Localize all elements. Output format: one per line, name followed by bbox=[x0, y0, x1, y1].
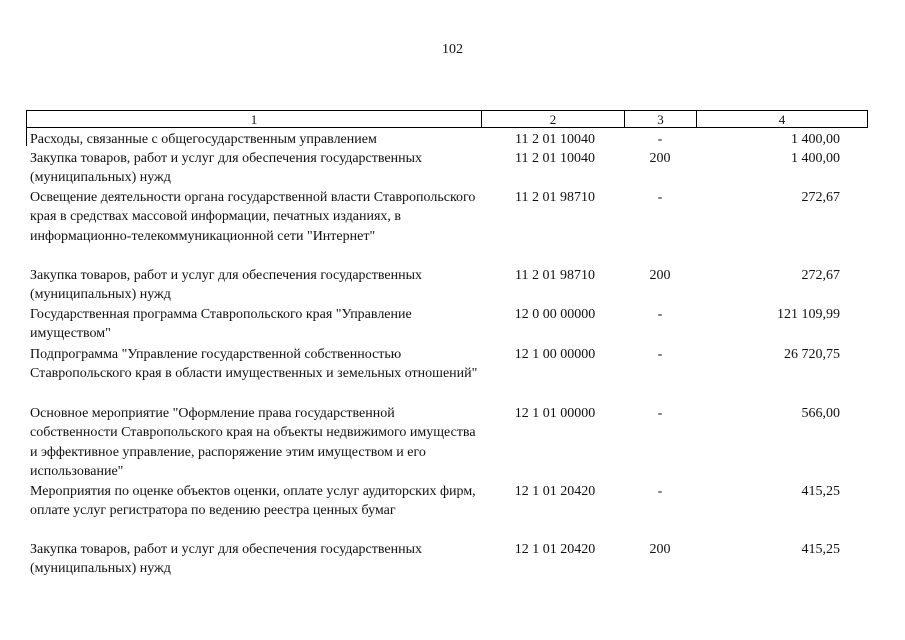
row-sum: 1 400,00 bbox=[791, 151, 840, 166]
row-name: Государственная программа Ставропольского края "Управление имуществом" bbox=[30, 307, 412, 342]
column-header-4: 4 bbox=[696, 110, 868, 128]
row-name: Закупка товаров, работ и услуг для обеспечения государственных (муниципальных) нужд bbox=[30, 268, 423, 303]
row-code: 12 1 01 00000 bbox=[514, 406, 596, 421]
row-name: Подпрограмма "Управление государственной собственностью Ставропольского края в области имущественных и земельных отношений" bbox=[30, 347, 478, 382]
row-name: Основное мероприятие "Оформление права государственной собственности Ставропольского края на объекты недвижимого имущества и эффективное управление, распоряжение этим имуществом и его использование" bbox=[30, 406, 476, 479]
row-code: 12 0 00 00000 bbox=[514, 307, 596, 322]
row-name: Расходы, связанные с общегосударственным управлением bbox=[30, 132, 377, 147]
row-code: 12 1 01 20420 bbox=[514, 484, 596, 499]
row-type: 200 bbox=[649, 268, 671, 283]
row-type: 200 bbox=[649, 542, 671, 557]
column-header-3: 3 bbox=[624, 110, 696, 128]
column-header-1: 1 bbox=[26, 110, 481, 128]
row-code: 11 2 01 98710 bbox=[515, 190, 595, 205]
row-type: - bbox=[657, 406, 663, 421]
row-sum: 272,67 bbox=[801, 268, 840, 283]
row-code: 11 2 01 10040 bbox=[515, 132, 595, 147]
row-code: 12 1 00 00000 bbox=[514, 347, 596, 362]
row-sum: 26 720,75 bbox=[784, 347, 840, 362]
page-number: 102 bbox=[442, 42, 463, 57]
column-header-2: 2 bbox=[481, 110, 624, 128]
row-code: 11 2 01 98710 bbox=[515, 268, 595, 283]
row-name: Закупка товаров, работ и услуг для обеспечения государственных (муниципальных) нужд bbox=[30, 151, 423, 186]
row-sum: 121 109,99 bbox=[777, 307, 840, 322]
table-left-border bbox=[26, 128, 27, 146]
row-sum: 566,00 bbox=[801, 406, 840, 421]
row-sum: 272,67 bbox=[801, 190, 840, 205]
row-type: - bbox=[657, 347, 663, 362]
row-sum: 415,25 bbox=[801, 484, 840, 499]
row-name: Мероприятия по оценке объектов оценки, оплате услуг аудиторских фирм, оплате услуг регистратора по ведению реестра ценных бумаг bbox=[30, 484, 476, 519]
row-sum: 415,25 bbox=[801, 542, 840, 557]
row-type: - bbox=[657, 190, 663, 205]
row-sum: 1 400,00 bbox=[791, 132, 840, 147]
row-code: 12 1 01 20420 bbox=[514, 542, 596, 557]
row-name: Освещение деятельности органа государственной власти Ставропольского края в средствах массовой информации, печатных изданиях, в информационно-телекоммуникационной сети "Интернет" bbox=[30, 190, 476, 244]
row-name: Закупка товаров, работ и услуг для обеспечения государственных (муниципальных) нужд bbox=[30, 542, 423, 577]
row-code: 11 2 01 10040 bbox=[515, 151, 595, 166]
row-type: - bbox=[657, 484, 663, 499]
row-type: - bbox=[657, 307, 663, 322]
row-type: 200 bbox=[649, 151, 671, 166]
row-type: - bbox=[657, 132, 663, 147]
